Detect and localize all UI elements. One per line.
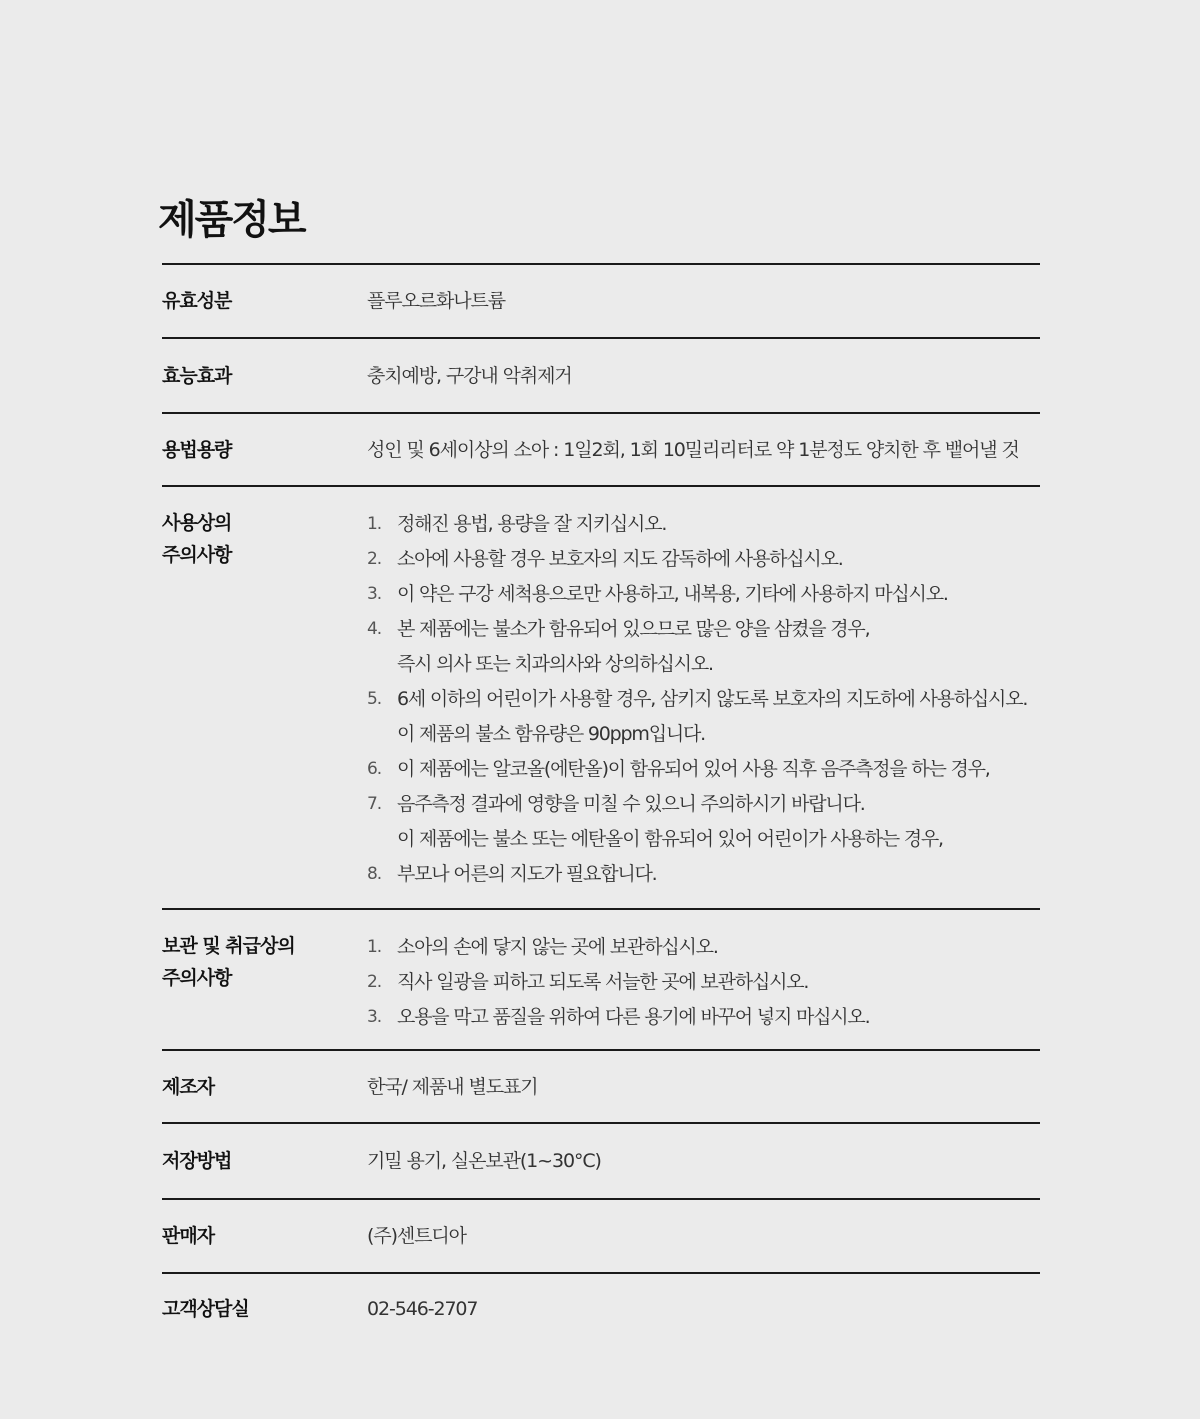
item-text: 이 제품에는 불소 또는 에탄올이 함유되어 있어 어린이가 사용하는 경우, <box>397 828 943 850</box>
row-label: 보관 및 취급상의 주의사항 <box>162 935 295 989</box>
list-item <box>367 752 1040 787</box>
item-number: 8. <box>367 864 382 884</box>
caution-list <box>367 507 1040 892</box>
list-item <box>367 965 1040 1000</box>
item-text: 즉시 의사 또는 치과의사와 상의하십시오. <box>397 653 713 675</box>
row-active-ingredient <box>162 265 1040 339</box>
page-title: 제품정보 <box>158 197 305 243</box>
row-storage-caution <box>162 910 1040 1051</box>
item-number <box>367 822 397 857</box>
item-number: 6. <box>367 759 382 779</box>
row-label: 판매자 <box>162 1225 215 1247</box>
row-value: 기밀 용기, 실온보관(1~30°C) <box>367 1150 601 1172</box>
item-number: 3. <box>367 584 382 604</box>
list-item <box>367 930 1040 965</box>
row-value: 충치예방, 구강내 악취제거 <box>367 364 572 387</box>
item-text: 음주측정 결과에 영향을 미칠 수 있으니 주의하시기 바랍니다. <box>397 793 865 815</box>
item-number: 7. <box>367 794 382 814</box>
row-label: 사용상의 주의사항 <box>162 512 232 566</box>
item-text: 직사 일광을 피하고 되도록 서늘한 곳에 보관하십시오. <box>397 971 809 993</box>
row-value <box>367 507 1040 892</box>
list-item <box>367 507 1040 542</box>
row-value: 플루오르화나트륨 <box>367 290 506 312</box>
row-label: 제조자 <box>162 1075 215 1098</box>
list-item <box>367 542 1040 577</box>
row-customer-service <box>162 1274 1040 1344</box>
list-item <box>367 1000 1040 1035</box>
row-value <box>367 930 1040 1035</box>
list-item <box>367 787 1040 822</box>
row-label: 효능효과 <box>162 364 232 387</box>
item-number <box>367 717 397 752</box>
row-storage-method <box>162 1124 1040 1200</box>
storage-list <box>367 930 1040 1035</box>
list-item <box>367 647 1040 682</box>
row-label: 유효성분 <box>162 290 232 312</box>
row-label: 용법용량 <box>162 438 232 461</box>
item-text: 오용을 막고 품질을 위하여 다른 용기에 바꾸어 넣지 마십시오. <box>397 1006 870 1028</box>
item-text: 이 제품의 불소 함유량은 90ppm입니다. <box>397 723 706 745</box>
item-text: 6세 이하의 어린이가 사용할 경우, 삼키지 않도록 보호자의 지도하에 사용하십시오. <box>397 688 1028 710</box>
row-value: (주)센트디아 <box>367 1225 466 1247</box>
list-item <box>367 717 1040 752</box>
item-number: 2. <box>367 972 382 992</box>
row-label: 고객상담실 <box>162 1298 249 1320</box>
list-item <box>367 682 1040 717</box>
row-value: 02-546-2707 <box>367 1298 478 1320</box>
row-value: 한국/ 제품내 별도표기 <box>367 1075 538 1098</box>
item-text: 소아의 손에 닿지 않는 곳에 보관하십시오. <box>397 936 718 958</box>
item-number: 1. <box>367 937 382 957</box>
product-info-table <box>162 263 1040 1344</box>
item-text: 이 약은 구강 세척용으로만 사용하고, 내복용, 기타에 사용하지 마십시오. <box>397 583 948 605</box>
list-item <box>367 612 1040 647</box>
list-item <box>367 822 1040 857</box>
row-usage-caution <box>162 487 1040 910</box>
list-item <box>367 577 1040 612</box>
row-seller <box>162 1200 1040 1274</box>
item-number: 2. <box>367 549 382 569</box>
item-text: 이 제품에는 알코올(에탄올)이 함유되어 있어 사용 직후 음주측정을 하는 경우, <box>397 758 990 780</box>
item-number: 1. <box>367 514 382 534</box>
item-text: 부모나 어른의 지도가 필요합니다. <box>397 863 657 885</box>
row-efficacy <box>162 339 1040 414</box>
item-number: 3. <box>367 1007 382 1027</box>
item-text: 소아에 사용할 경우 보호자의 지도 감독하에 사용하십시오. <box>397 548 843 570</box>
item-text: 본 제품에는 불소가 함유되어 있으므로 많은 양을 삼켰을 경우, <box>397 618 870 640</box>
list-item <box>367 857 1040 892</box>
item-number: 4. <box>367 619 382 639</box>
item-text: 정해진 용법, 용량을 잘 지키십시오. <box>397 513 667 535</box>
row-label: 저장방법 <box>162 1150 232 1172</box>
row-dosage <box>162 414 1040 487</box>
item-number <box>367 647 397 682</box>
row-manufacturer <box>162 1051 1040 1124</box>
item-number: 5. <box>367 689 382 709</box>
product-info-section <box>158 192 1040 1344</box>
row-value: 성인 및 6세이상의 소아 : 1일2회, 1회 10밀리리터로 약 1분정도 양치한 후 뱉어낼 것 <box>367 438 1019 461</box>
